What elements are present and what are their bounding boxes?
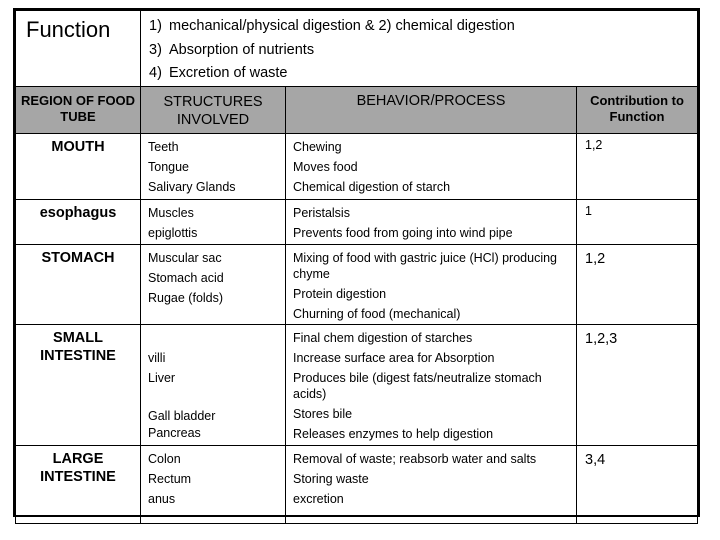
- contribution-cell: [577, 324, 698, 445]
- behavior-item: Produces bile (digest fats/neutralize stomach acids): [293, 370, 542, 401]
- function-title: Function: [26, 17, 111, 42]
- header-behavior-label: BEHAVIOR/PROCESS: [356, 92, 506, 109]
- behavior-item: Storing waste: [293, 471, 369, 486]
- header-structures: [141, 86, 286, 133]
- behavior-item: Releases enzymes to help digestion: [293, 426, 494, 441]
- behavior-item: Chemical digestion of starch: [293, 179, 451, 194]
- structures-cell: [141, 324, 286, 445]
- structure-item: Muscular sac: [148, 250, 222, 265]
- structure-item: Liver: [148, 370, 176, 385]
- region-mouth: MOUTH: [51, 138, 105, 155]
- function-item-3: [149, 62, 697, 86]
- table-row: [16, 244, 698, 324]
- digestion-table: [15, 10, 698, 524]
- contribution-value: 1: [585, 203, 592, 218]
- structures-cell: [141, 445, 286, 523]
- header-behavior: [286, 86, 577, 133]
- behavior-cell: [286, 445, 577, 523]
- structure-item: Teeth: [148, 139, 179, 154]
- function-item-num: 1): [149, 18, 162, 34]
- function-row: [16, 11, 698, 87]
- behavior-item: Peristalsis: [293, 205, 350, 220]
- behavior-cell: [286, 133, 577, 199]
- header-structures-label: STRUCTURES INVOLVED: [163, 93, 263, 128]
- contribution-value: 1,2: [585, 137, 603, 152]
- behavior-item: excretion: [293, 491, 344, 506]
- function-item-text: Excretion of waste: [169, 65, 288, 81]
- behavior-item: Mixing of food with gastric juice (HCl) producing chyme: [293, 250, 557, 281]
- structure-item: anus: [148, 491, 176, 506]
- behavior-cell: [286, 199, 577, 244]
- digestion-table-slide: [13, 8, 700, 517]
- structures-cell: [141, 133, 286, 199]
- contribution-cell: [577, 133, 698, 199]
- function-item-1: [149, 15, 697, 39]
- structure-item: Pancreas: [148, 425, 201, 440]
- header-row: [16, 86, 698, 133]
- behavior-cell: [286, 324, 577, 445]
- contribution-value: 1,2: [585, 250, 606, 267]
- behavior-item: Prevents food from going into wind pipe: [293, 225, 513, 240]
- region-stomach: STOMACH: [41, 249, 115, 266]
- region-cell: [16, 199, 141, 244]
- behavior-item: Removal of waste; reabsorb water and salts: [293, 451, 537, 466]
- function-title-cell: [16, 11, 141, 87]
- region-cell: [16, 133, 141, 199]
- structure-item: Gall bladder: [148, 408, 216, 423]
- behavior-item: Moves food: [293, 159, 358, 174]
- table-row: [16, 445, 698, 523]
- function-item-num: 3): [149, 41, 162, 58]
- structure-item: Colon: [148, 451, 181, 466]
- structure-item: Rectum: [148, 471, 192, 486]
- region-small-intestine: SMALL INTESTINE: [40, 329, 116, 364]
- function-item-text: Absorption of nutrients: [169, 41, 315, 58]
- contribution-value: 1,2,3: [585, 330, 618, 347]
- structure-item: Stomach acid: [148, 270, 224, 285]
- behavior-item: Protein digestion: [293, 286, 387, 301]
- region-esophagus: esophagus: [39, 204, 117, 221]
- behavior-item: Increase surface area for Absorption: [293, 350, 495, 365]
- structure-item: villi: [148, 350, 166, 365]
- region-large-intestine: LARGE INTESTINE: [40, 450, 116, 485]
- structures-cell: [141, 199, 286, 244]
- header-region-label: REGION OF FOOD TUBE: [20, 92, 136, 124]
- header-contribution-label: Contribution to Function: [590, 92, 684, 124]
- behavior-cell: [286, 244, 577, 324]
- function-item-text: mechanical/physical digestion & 2) chemical digestion: [169, 18, 515, 34]
- function-item-num: 4): [149, 65, 162, 81]
- region-cell: [16, 324, 141, 445]
- table-row: [16, 133, 698, 199]
- contribution-cell: [577, 244, 698, 324]
- structure-item: Rugae (folds): [148, 290, 224, 305]
- structure-item: epiglottis: [148, 225, 198, 240]
- structures-cell: [141, 244, 286, 324]
- behavior-item: Churning of food (mechanical): [293, 306, 461, 321]
- table-row: [16, 324, 698, 445]
- region-cell: [16, 445, 141, 523]
- contribution-cell: [577, 199, 698, 244]
- structure-item: Salivary Glands: [148, 179, 236, 194]
- table-row: [16, 199, 698, 244]
- contribution-cell: [577, 445, 698, 523]
- structure-item: Tongue: [148, 159, 190, 174]
- behavior-item: Stores bile: [293, 406, 353, 421]
- function-list: [141, 11, 697, 86]
- structure-item: Muscles: [148, 205, 194, 220]
- contribution-value: 3,4: [585, 451, 606, 468]
- region-cell: [16, 244, 141, 324]
- header-region: [16, 86, 141, 133]
- behavior-item: Chewing: [293, 139, 342, 154]
- behavior-item: Final chem digestion of starches: [293, 330, 473, 345]
- header-contribution: [577, 86, 698, 133]
- function-list-cell: [141, 11, 698, 87]
- function-item-2: [149, 39, 697, 63]
